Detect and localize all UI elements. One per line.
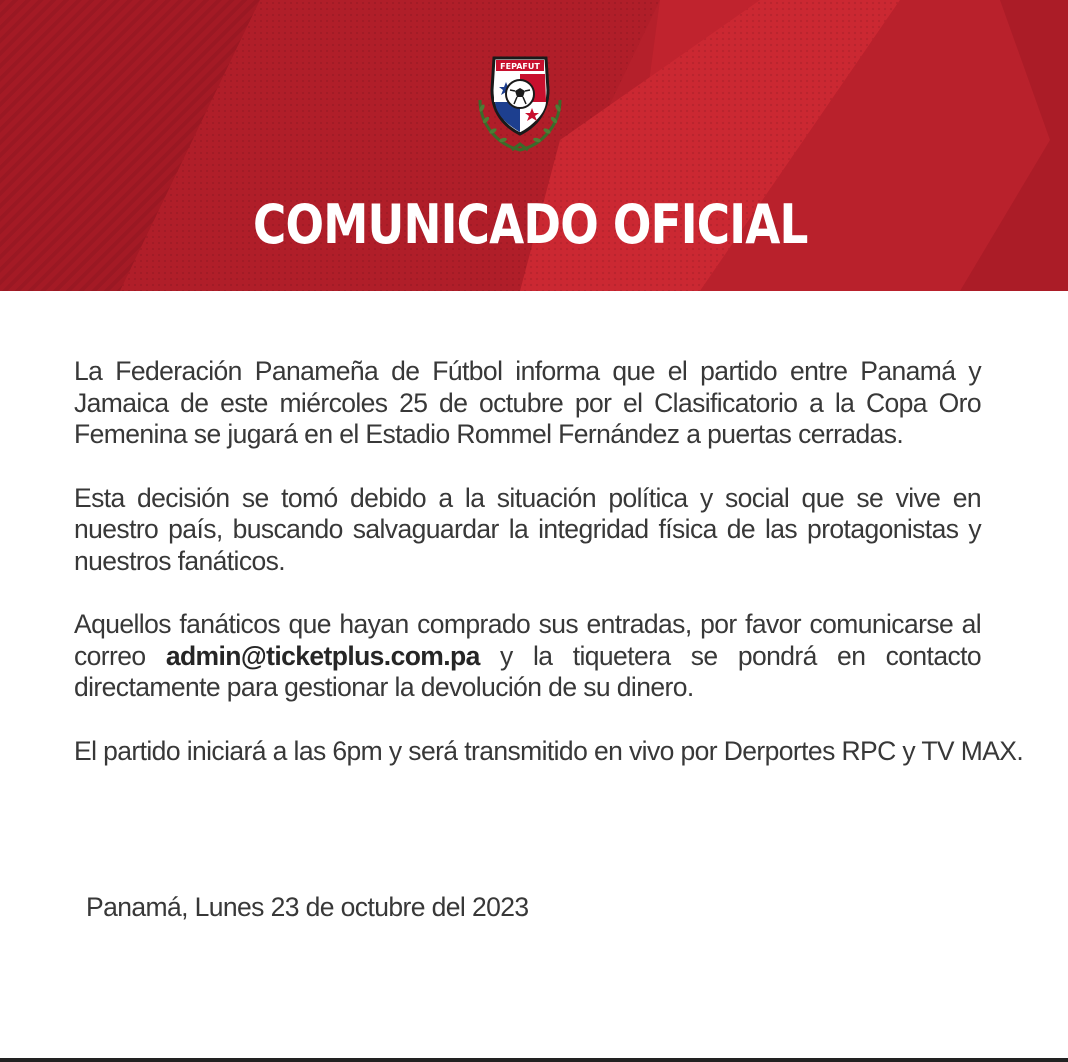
dateline: Panamá, Lunes 23 de octubre del 2023 xyxy=(86,892,529,922)
contact-email-link[interactable]: admin@ticketplus.com.pa xyxy=(165,640,480,671)
bottom-divider xyxy=(0,1058,1068,1062)
paragraph-3-tail: y la tiquetera se pondrá en contacto directamente para gestionar la devolución de su dinero. xyxy=(74,640,982,702)
paragraph-3 xyxy=(74,609,981,704)
fepafut-crest-icon xyxy=(466,50,574,158)
page-title: COMUNICADO OFICIAL xyxy=(253,193,808,256)
paragraph-1: La Federación Panameña de Fútbol informa que el partido entre Panamá y Jamaica de este miércoles 25 de octubre por el Clasificatorio a la Copa Oro Femenina se jugará en el Estadio Rommel Fernández a puertas cerradas. xyxy=(74,356,981,449)
paragraph-4: El partido iniciará a las 6pm y será transmitido en vivo por Derportes RPC y TV MAX. xyxy=(74,735,1024,766)
header-banner xyxy=(0,0,1068,291)
paragraph-3-lead: Aquellos fanáticos que hayan comprado sus entradas, por favor comunicarse al correo xyxy=(74,609,981,671)
statement-body xyxy=(74,356,1024,799)
crest-label: FEPAFUT xyxy=(500,62,540,71)
paragraph-2: Esta decisión se tomó debido a la situación política y social que se vive en nuestro país, buscando salvaguardar la integridad física de las protagonistas y nuestros fanáticos. xyxy=(74,482,981,576)
